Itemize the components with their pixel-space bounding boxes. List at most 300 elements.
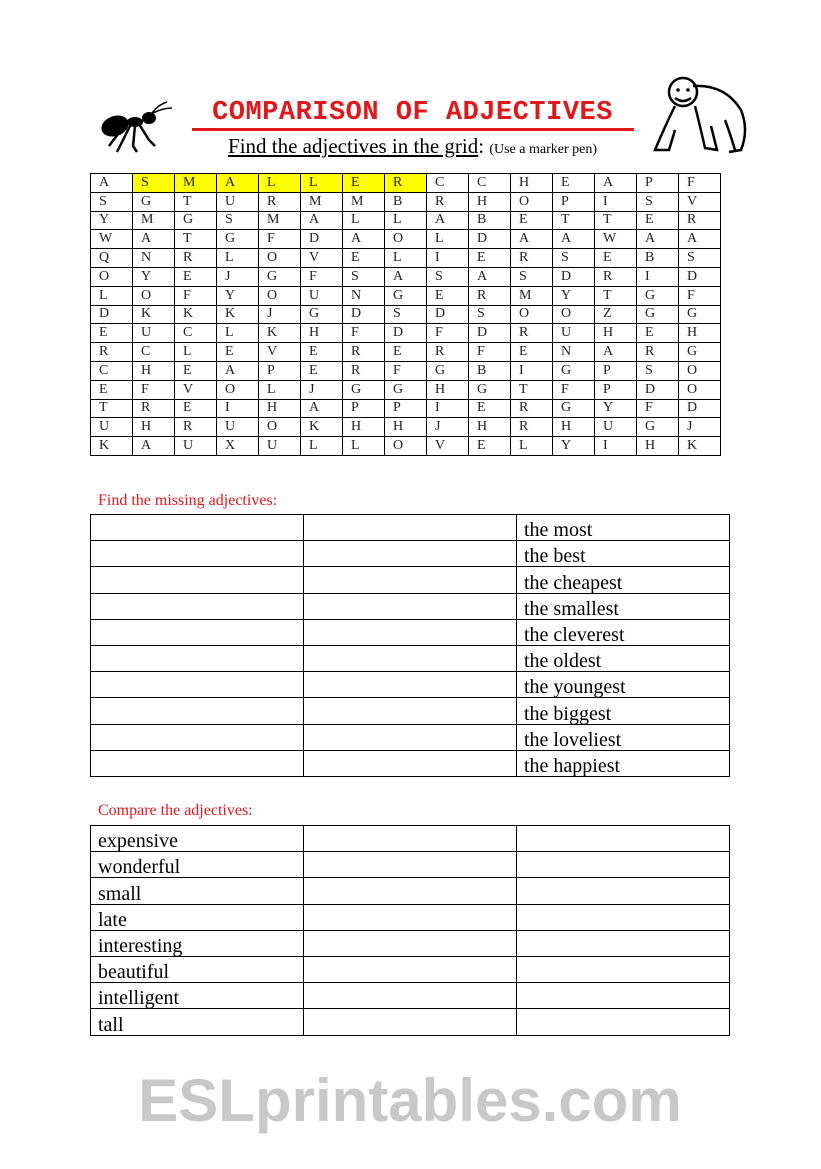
grid-cell[interactable]: E <box>343 249 385 268</box>
grid-cell[interactable]: I <box>427 249 469 268</box>
grid-cell[interactable]: P <box>637 174 679 193</box>
grid-cell[interactable]: A <box>217 174 259 193</box>
grid-cell[interactable]: Y <box>595 399 637 418</box>
grid-cell[interactable]: U <box>217 192 259 211</box>
superlative-cell: the youngest <box>517 672 730 698</box>
grid-cell[interactable]: O <box>679 380 721 399</box>
grid-cell[interactable]: H <box>343 418 385 437</box>
monkey-icon <box>645 70 755 158</box>
table-row <box>91 672 730 698</box>
adjective-cell: small <box>91 878 304 904</box>
grid-cell[interactable]: E <box>595 249 637 268</box>
grid-cell[interactable]: S <box>217 211 259 230</box>
grid-cell[interactable]: G <box>637 305 679 324</box>
grid-cell[interactable]: O <box>511 192 553 211</box>
grid-cell[interactable]: R <box>511 249 553 268</box>
grid-cell[interactable]: L <box>343 437 385 456</box>
grid-cell[interactable]: A <box>385 267 427 286</box>
grid-cell[interactable]: E <box>469 249 511 268</box>
missing-adjectives-table <box>90 514 730 777</box>
superlative-cell: the cleverest <box>517 619 730 645</box>
grid-cell[interactable]: A <box>343 230 385 249</box>
grid-cell[interactable]: V <box>301 249 343 268</box>
comparative-answer-cell[interactable] <box>304 724 517 750</box>
grid-cell[interactable]: W <box>595 230 637 249</box>
grid-cell[interactable]: S <box>427 267 469 286</box>
comparative-answer-cell[interactable] <box>304 852 517 878</box>
grid-cell[interactable]: O <box>679 361 721 380</box>
adjective-cell: wonderful <box>91 852 304 878</box>
grid-cell[interactable]: P <box>385 399 427 418</box>
grid-cell[interactable]: O <box>259 286 301 305</box>
grid-cell[interactable]: G <box>427 361 469 380</box>
grid-cell[interactable]: T <box>511 380 553 399</box>
grid-cell[interactable]: X <box>217 437 259 456</box>
grid-cell[interactable]: G <box>385 380 427 399</box>
grid-cell[interactable]: P <box>259 361 301 380</box>
grid-cell[interactable]: E <box>637 324 679 343</box>
grid-row <box>91 418 721 437</box>
grid-cell[interactable]: S <box>679 249 721 268</box>
grid-cell[interactable]: R <box>175 249 217 268</box>
grid-cell[interactable]: A <box>133 437 175 456</box>
comparative-answer-cell[interactable] <box>304 826 517 852</box>
grid-cell[interactable]: O <box>385 437 427 456</box>
grid-cell[interactable]: T <box>595 286 637 305</box>
grid-cell[interactable]: D <box>385 324 427 343</box>
grid-cell[interactable]: D <box>91 305 133 324</box>
grid-cell[interactable]: A <box>133 230 175 249</box>
grid-cell[interactable]: K <box>679 437 721 456</box>
grid-cell[interactable]: H <box>133 361 175 380</box>
grid-cell[interactable]: N <box>553 343 595 362</box>
table-row <box>91 1009 730 1035</box>
superlative-cell: the smallest <box>517 593 730 619</box>
grid-row <box>91 230 721 249</box>
grid-cell[interactable]: B <box>385 192 427 211</box>
positive-answer-cell[interactable] <box>91 567 304 593</box>
table-row <box>91 698 730 724</box>
grid-cell[interactable]: A <box>427 211 469 230</box>
grid-cell[interactable]: T <box>595 211 637 230</box>
grid-cell[interactable]: R <box>637 343 679 362</box>
grid-cell[interactable]: A <box>553 230 595 249</box>
grid-cell[interactable]: A <box>469 267 511 286</box>
positive-answer-cell[interactable] <box>91 515 304 541</box>
table-row <box>91 541 730 567</box>
grid-cell[interactable]: Y <box>91 211 133 230</box>
superlative-answer-cell[interactable] <box>517 983 730 1009</box>
grid-cell[interactable]: L <box>217 249 259 268</box>
grid-cell[interactable]: V <box>679 192 721 211</box>
table-row <box>91 826 730 852</box>
grid-cell[interactable]: M <box>511 286 553 305</box>
comparative-answer-cell[interactable] <box>304 672 517 698</box>
table-row <box>91 515 730 541</box>
table-row <box>91 956 730 982</box>
grid-cell[interactable]: H <box>511 174 553 193</box>
grid-cell[interactable]: O <box>259 249 301 268</box>
superlative-answer-cell[interactable] <box>517 826 730 852</box>
grid-cell[interactable]: H <box>595 324 637 343</box>
grid-cell[interactable]: M <box>175 174 217 193</box>
grid-cell[interactable]: D <box>301 230 343 249</box>
grid-cell[interactable]: I <box>595 192 637 211</box>
grid-cell[interactable]: E <box>175 361 217 380</box>
grid-cell[interactable]: L <box>217 324 259 343</box>
positive-answer-cell[interactable] <box>91 750 304 776</box>
grid-cell[interactable]: U <box>217 418 259 437</box>
missing-adjectives-label: Find the missing adjectives: <box>98 492 278 509</box>
table-row <box>91 878 730 904</box>
grid-cell[interactable]: L <box>175 343 217 362</box>
grid-cell[interactable]: R <box>343 343 385 362</box>
superlative-answer-cell[interactable] <box>517 1009 730 1035</box>
grid-cell[interactable]: J <box>301 380 343 399</box>
superlative-cell: the most <box>517 515 730 541</box>
compare-adjectives-table <box>90 825 730 1036</box>
grid-cell[interactable]: E <box>217 343 259 362</box>
grid-cell[interactable]: V <box>259 343 301 362</box>
grid-cell[interactable]: Y <box>553 286 595 305</box>
grid-cell[interactable]: P <box>343 399 385 418</box>
comparative-answer-cell[interactable] <box>304 515 517 541</box>
grid-cell[interactable]: F <box>679 286 721 305</box>
grid-cell[interactable]: L <box>259 174 301 193</box>
grid-cell[interactable]: E <box>511 211 553 230</box>
grid-cell[interactable]: S <box>637 192 679 211</box>
grid-cell[interactable]: H <box>679 324 721 343</box>
grid-cell[interactable]: G <box>469 380 511 399</box>
grid-cell[interactable]: O <box>259 418 301 437</box>
grid-row <box>91 192 721 211</box>
comparative-answer-cell[interactable] <box>304 698 517 724</box>
grid-cell[interactable]: G <box>679 305 721 324</box>
grid-cell[interactable]: M <box>259 211 301 230</box>
grid-cell[interactable]: O <box>133 286 175 305</box>
table-row <box>91 645 730 671</box>
grid-cell[interactable]: D <box>679 399 721 418</box>
grid-cell[interactable]: E <box>91 324 133 343</box>
grid-cell[interactable]: F <box>343 324 385 343</box>
grid-cell[interactable]: F <box>427 324 469 343</box>
grid-cell[interactable]: A <box>637 230 679 249</box>
grid-cell[interactable]: C <box>427 174 469 193</box>
positive-answer-cell[interactable] <box>91 593 304 619</box>
grid-cell[interactable]: O <box>553 305 595 324</box>
grid-cell[interactable]: R <box>511 324 553 343</box>
grid-cell[interactable]: D <box>679 267 721 286</box>
grid-cell[interactable]: G <box>553 399 595 418</box>
grid-cell[interactable]: N <box>133 249 175 268</box>
positive-answer-cell[interactable] <box>91 645 304 671</box>
grid-cell[interactable]: H <box>133 418 175 437</box>
grid-cell[interactable]: L <box>301 437 343 456</box>
grid-cell[interactable]: S <box>343 267 385 286</box>
grid-cell[interactable]: B <box>637 249 679 268</box>
grid-cell[interactable]: A <box>595 343 637 362</box>
grid-cell[interactable]: R <box>679 211 721 230</box>
grid-cell[interactable]: S <box>637 361 679 380</box>
grid-cell[interactable]: E <box>637 211 679 230</box>
page-title: COMPARISON OF ADJECTIVES <box>212 98 613 128</box>
superlative-answer-cell[interactable] <box>517 956 730 982</box>
superlative-answer-cell[interactable] <box>517 852 730 878</box>
grid-cell[interactable]: F <box>175 286 217 305</box>
grid-cell[interactable]: S <box>469 305 511 324</box>
comparative-answer-cell[interactable] <box>304 983 517 1009</box>
grid-cell[interactable]: T <box>91 399 133 418</box>
grid-cell[interactable]: M <box>301 192 343 211</box>
grid-cell[interactable]: K <box>175 305 217 324</box>
grid-cell[interactable]: A <box>679 230 721 249</box>
grid-cell[interactable]: H <box>301 324 343 343</box>
grid-cell[interactable]: E <box>301 343 343 362</box>
word-search-grid <box>90 173 721 456</box>
comparative-answer-cell[interactable] <box>304 956 517 982</box>
comparative-answer-cell[interactable] <box>304 645 517 671</box>
grid-cell[interactable]: D <box>637 380 679 399</box>
grid-cell[interactable]: S <box>385 305 427 324</box>
superlative-cell: the oldest <box>517 645 730 671</box>
grid-cell[interactable]: K <box>91 437 133 456</box>
grid-cell[interactable]: R <box>385 174 427 193</box>
grid-cell[interactable]: D <box>343 305 385 324</box>
grid-cell[interactable]: V <box>427 437 469 456</box>
grid-row <box>91 324 721 343</box>
grid-cell[interactable]: J <box>217 267 259 286</box>
grid-cell[interactable]: S <box>553 249 595 268</box>
grid-cell[interactable]: E <box>553 174 595 193</box>
superlative-cell: the best <box>517 541 730 567</box>
grid-cell[interactable]: G <box>553 361 595 380</box>
grid-cell[interactable]: I <box>637 267 679 286</box>
grid-cell[interactable]: C <box>175 324 217 343</box>
comparative-answer-cell[interactable] <box>304 541 517 567</box>
grid-cell[interactable]: Z <box>595 305 637 324</box>
grid-cell[interactable]: S <box>91 192 133 211</box>
grid-cell[interactable]: R <box>469 286 511 305</box>
grid-cell[interactable]: E <box>511 343 553 362</box>
grid-cell[interactable]: G <box>175 211 217 230</box>
grid-cell[interactable]: R <box>427 343 469 362</box>
grid-row <box>91 174 721 193</box>
grid-row <box>91 343 721 362</box>
grid-cell[interactable]: G <box>637 418 679 437</box>
grid-cell[interactable]: F <box>259 230 301 249</box>
adjective-cell: tall <box>91 1009 304 1035</box>
grid-cell[interactable]: H <box>553 418 595 437</box>
grid-cell[interactable]: E <box>469 437 511 456</box>
grid-cell[interactable]: R <box>595 267 637 286</box>
grid-cell[interactable]: F <box>637 399 679 418</box>
grid-cell[interactable]: L <box>343 211 385 230</box>
grid-cell[interactable]: E <box>175 267 217 286</box>
grid-cell[interactable]: M <box>343 192 385 211</box>
grid-cell[interactable]: L <box>511 437 553 456</box>
grid-cell[interactable]: W <box>91 230 133 249</box>
table-row <box>91 983 730 1009</box>
grid-cell[interactable]: F <box>301 267 343 286</box>
positive-answer-cell[interactable] <box>91 541 304 567</box>
grid-cell[interactable]: G <box>343 380 385 399</box>
comparative-answer-cell[interactable] <box>304 750 517 776</box>
grid-cell[interactable]: I <box>511 361 553 380</box>
grid-cell[interactable]: T <box>175 192 217 211</box>
grid-cell[interactable]: P <box>553 192 595 211</box>
comparative-answer-cell[interactable] <box>304 878 517 904</box>
grid-cell[interactable]: Y <box>217 286 259 305</box>
grid-cell[interactable]: L <box>385 249 427 268</box>
grid-cell[interactable]: U <box>301 286 343 305</box>
grid-cell[interactable]: S <box>133 174 175 193</box>
grid-cell[interactable]: J <box>259 305 301 324</box>
table-row <box>91 904 730 930</box>
grid-cell[interactable]: S <box>511 267 553 286</box>
grid-cell[interactable]: U <box>595 418 637 437</box>
grid-cell[interactable]: H <box>259 399 301 418</box>
comparative-answer-cell[interactable] <box>304 1009 517 1035</box>
grid-cell[interactable]: A <box>91 174 133 193</box>
grid-cell[interactable]: L <box>91 286 133 305</box>
grid-row <box>91 361 721 380</box>
adjective-cell: beautiful <box>91 956 304 982</box>
comparative-answer-cell[interactable] <box>304 930 517 956</box>
grid-cell[interactable]: Q <box>91 249 133 268</box>
grid-cell[interactable]: L <box>385 211 427 230</box>
grid-cell[interactable]: E <box>301 361 343 380</box>
grid-cell[interactable]: E <box>343 174 385 193</box>
grid-cell[interactable]: H <box>469 192 511 211</box>
grid-cell[interactable]: G <box>637 286 679 305</box>
grid-cell[interactable]: L <box>427 230 469 249</box>
grid-cell[interactable]: A <box>511 230 553 249</box>
grid-cell[interactable]: I <box>427 399 469 418</box>
grid-cell[interactable]: H <box>469 418 511 437</box>
grid-cell[interactable]: U <box>175 437 217 456</box>
adjective-cell: expensive <box>91 826 304 852</box>
grid-cell[interactable]: D <box>469 324 511 343</box>
grid-cell[interactable]: E <box>469 399 511 418</box>
grid-cell[interactable]: C <box>133 343 175 362</box>
grid-cell[interactable]: D <box>427 305 469 324</box>
grid-cell[interactable]: R <box>511 399 553 418</box>
grid-cell[interactable]: I <box>595 437 637 456</box>
grid-cell[interactable]: U <box>133 324 175 343</box>
table-row <box>91 619 730 645</box>
grid-cell[interactable]: O <box>511 305 553 324</box>
grid-cell[interactable]: H <box>427 380 469 399</box>
grid-cell[interactable]: R <box>259 192 301 211</box>
grid-cell[interactable]: C <box>469 174 511 193</box>
grid-cell[interactable]: V <box>175 380 217 399</box>
grid-cell[interactable]: G <box>679 343 721 362</box>
grid-cell[interactable]: O <box>385 230 427 249</box>
grid-cell[interactable]: F <box>469 343 511 362</box>
grid-cell[interactable]: G <box>217 230 259 249</box>
grid-cell[interactable]: K <box>259 324 301 343</box>
grid-cell[interactable]: H <box>637 437 679 456</box>
comparative-answer-cell[interactable] <box>304 904 517 930</box>
grid-cell[interactable]: A <box>301 399 343 418</box>
positive-answer-cell[interactable] <box>91 672 304 698</box>
grid-cell[interactable]: E <box>385 343 427 362</box>
positive-answer-cell[interactable] <box>91 724 304 750</box>
grid-cell[interactable]: O <box>217 380 259 399</box>
grid-cell[interactable]: N <box>343 286 385 305</box>
grid-cell[interactable]: K <box>301 418 343 437</box>
positive-answer-cell[interactable] <box>91 698 304 724</box>
grid-cell[interactable]: T <box>553 211 595 230</box>
watermark: ESLprintables.com <box>138 1067 682 1134</box>
grid-cell[interactable]: L <box>301 174 343 193</box>
superlative-cell: the cheapest <box>517 567 730 593</box>
grid-cell[interactable]: G <box>133 192 175 211</box>
grid-cell[interactable]: P <box>595 361 637 380</box>
grid-cell[interactable]: J <box>427 418 469 437</box>
grid-cell[interactable]: U <box>259 437 301 456</box>
grid-cell[interactable]: P <box>595 380 637 399</box>
comparative-answer-cell[interactable] <box>304 619 517 645</box>
grid-cell[interactable]: G <box>259 267 301 286</box>
grid-cell[interactable]: Y <box>553 437 595 456</box>
grid-cell[interactable]: A <box>217 361 259 380</box>
grid-cell[interactable]: E <box>91 380 133 399</box>
grid-cell[interactable]: A <box>595 174 637 193</box>
table-row <box>91 930 730 956</box>
grid-cell[interactable]: R <box>133 399 175 418</box>
comparative-answer-cell[interactable] <box>304 567 517 593</box>
grid-cell[interactable]: A <box>301 211 343 230</box>
grid-cell[interactable]: B <box>469 211 511 230</box>
grid-cell[interactable]: E <box>427 286 469 305</box>
grid-cell[interactable]: J <box>679 418 721 437</box>
grid-cell[interactable]: D <box>469 230 511 249</box>
grid-cell[interactable]: G <box>301 305 343 324</box>
comparative-answer-cell[interactable] <box>304 593 517 619</box>
superlative-answer-cell[interactable] <box>517 930 730 956</box>
positive-answer-cell[interactable] <box>91 619 304 645</box>
grid-cell[interactable]: Y <box>133 267 175 286</box>
grid-cell[interactable]: C <box>91 361 133 380</box>
grid-cell[interactable]: B <box>469 361 511 380</box>
grid-cell[interactable]: H <box>385 418 427 437</box>
grid-cell[interactable]: O <box>91 267 133 286</box>
grid-cell[interactable]: R <box>175 418 217 437</box>
grid-cell[interactable]: I <box>217 399 259 418</box>
grid-cell[interactable]: M <box>133 211 175 230</box>
grid-cell[interactable]: R <box>511 418 553 437</box>
grid-cell[interactable]: E <box>175 399 217 418</box>
grid-cell[interactable]: F <box>385 361 427 380</box>
grid-cell[interactable]: T <box>175 230 217 249</box>
grid-cell[interactable]: R <box>427 192 469 211</box>
grid-cell[interactable]: G <box>385 286 427 305</box>
grid-cell[interactable]: K <box>217 305 259 324</box>
superlative-answer-cell[interactable] <box>517 904 730 930</box>
grid-cell[interactable]: L <box>259 380 301 399</box>
grid-cell[interactable]: K <box>133 305 175 324</box>
grid-cell[interactable]: U <box>553 324 595 343</box>
grid-cell[interactable]: U <box>91 418 133 437</box>
grid-cell[interactable]: F <box>553 380 595 399</box>
grid-cell[interactable]: D <box>553 267 595 286</box>
grid-cell[interactable]: F <box>679 174 721 193</box>
superlative-answer-cell[interactable] <box>517 878 730 904</box>
grid-cell[interactable]: R <box>91 343 133 362</box>
grid-cell[interactable]: R <box>343 361 385 380</box>
grid-cell[interactable]: F <box>133 380 175 399</box>
